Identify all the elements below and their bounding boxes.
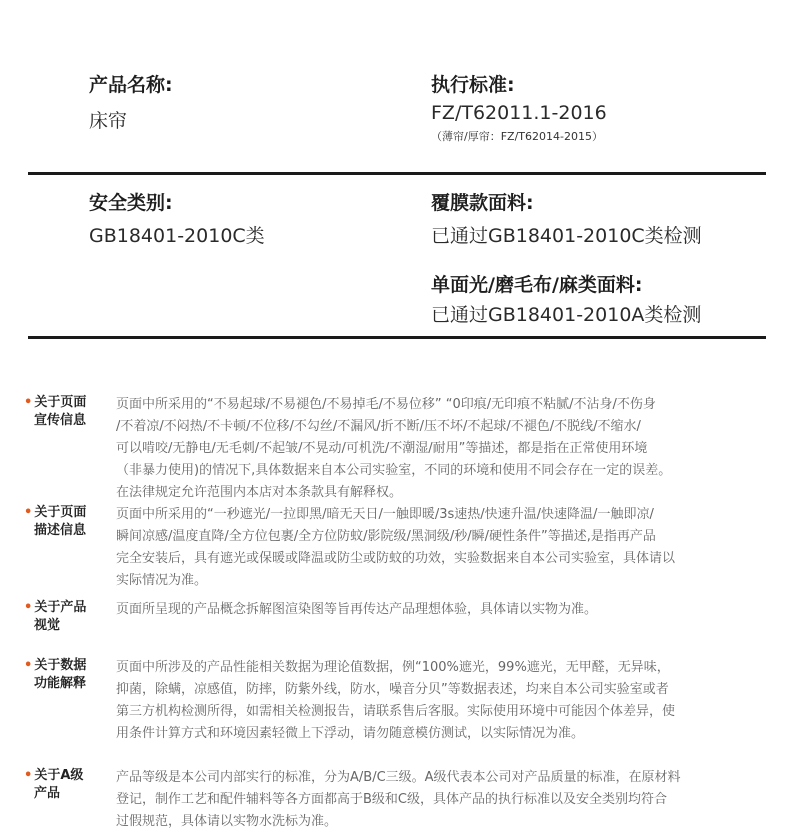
divider-bottom bbox=[28, 336, 766, 339]
bullet-dot-icon: • bbox=[24, 768, 33, 783]
bullet-dot-icon: • bbox=[24, 395, 33, 410]
bullet-dot-icon: • bbox=[24, 658, 33, 673]
bullet-dot-icon: • bbox=[24, 505, 33, 520]
note-title: • 关于数据 功能解释 bbox=[24, 658, 87, 691]
standard-value: FZ/T62011.1-2016 bbox=[431, 102, 607, 124]
single-fabric-value: 已通过GB18401-2010A类检测 bbox=[431, 304, 702, 326]
standard-label: 执行标准: bbox=[431, 74, 515, 96]
note-body: 产品等级是本公司内部实行的标准，分为A/B/C三级。A级代表本公司对产品质量的标准，在原材料 登记，制作工艺和配件辅料等各方面都高于B级和C级，具体产品的执行标准以及安全类别均符合 过假规范，具体请以实物水洗标为准。 bbox=[116, 770, 681, 829]
coated-fabric-label: 覆膜款面料: bbox=[431, 192, 534, 214]
note-title: • 关于A级 产品 bbox=[24, 768, 84, 801]
note-title: • 关于页面 描述信息 bbox=[24, 505, 87, 538]
product-name-label: 产品名称: bbox=[89, 74, 173, 96]
note-body: 页面中所涉及的产品性能相关数据为理论值数据，例“100%遮光，99%遮光，无甲醛，无异味， 抑菌，除螨，凉感值，防摔，防紫外线，防水，噪音分贝”等数据表述，均来自本公司实验室或者 第三方机构检测所得，如需相关检测报告，请联系售后客服。实际使用环境中可能因个体差异，使 用条件计算方式和环境因素轻微上下浮动，请勿随意模仿测试，以实际情况为准。 bbox=[116, 660, 676, 741]
note-title: • 关于产品 视觉 bbox=[24, 600, 87, 633]
coated-fabric-value: 已通过GB18401-2010C类检测 bbox=[431, 225, 702, 247]
standard-note: （薄帘/厚帘：FZ/T62014-2015） bbox=[431, 130, 603, 143]
product-name-value: 床帘 bbox=[89, 110, 128, 132]
single-fabric-label: 单面光/磨毛布/麻类面料: bbox=[431, 274, 643, 296]
note-body: 页面中所采用的“不易起球/不易褪色/不易掉毛/不易位移” “0印痕/无印痕不粘腻/不沾身/不伤身 /不着凉/不闷热/不卡顿/不位移/不勾丝/不漏风/折不断/压不坏/不起球/不褪色/不脱线/不缩水/ 可以啃咬/无静电/无毛刺/不起皱/不晃动/可机洗/不潮湿/耐用”等描述，都是指在正常使用环境 （非暴力使用)的情况下,具体数据来自本公司实验室，不同的环境和使用不同会存在一定的误差。 在法律规定允许范围内本店对本条款具有解释权。 bbox=[116, 397, 672, 500]
safety-value: GB18401-2010C类 bbox=[89, 225, 265, 247]
note-body: 页面所呈现的产品概念拆解图渲染图等旨再传达产品理想体验，具体请以实物为准。 bbox=[116, 602, 598, 617]
safety-label: 安全类别: bbox=[89, 192, 173, 214]
note-title: • 关于页面 宣传信息 bbox=[24, 395, 87, 428]
bullet-dot-icon: • bbox=[24, 600, 33, 615]
divider-top bbox=[28, 172, 766, 175]
note-body: 页面中所采用的“一秒遮光/一拉即黑/暗无天日/一触即暖/3s速热/快速升温/快速降温/一触即凉/ 瞬间凉感/温度直降/全方位包裹/全方位防蚊/影院级/黑洞级/秒/瞬/硬性条件”等描述,是指再产品 完全安装后，具有遮光或保暖或降温或防尘或防蚊的功效，实验数据来自本公司实验室，具体请以 实际情况为准。 bbox=[116, 507, 676, 588]
